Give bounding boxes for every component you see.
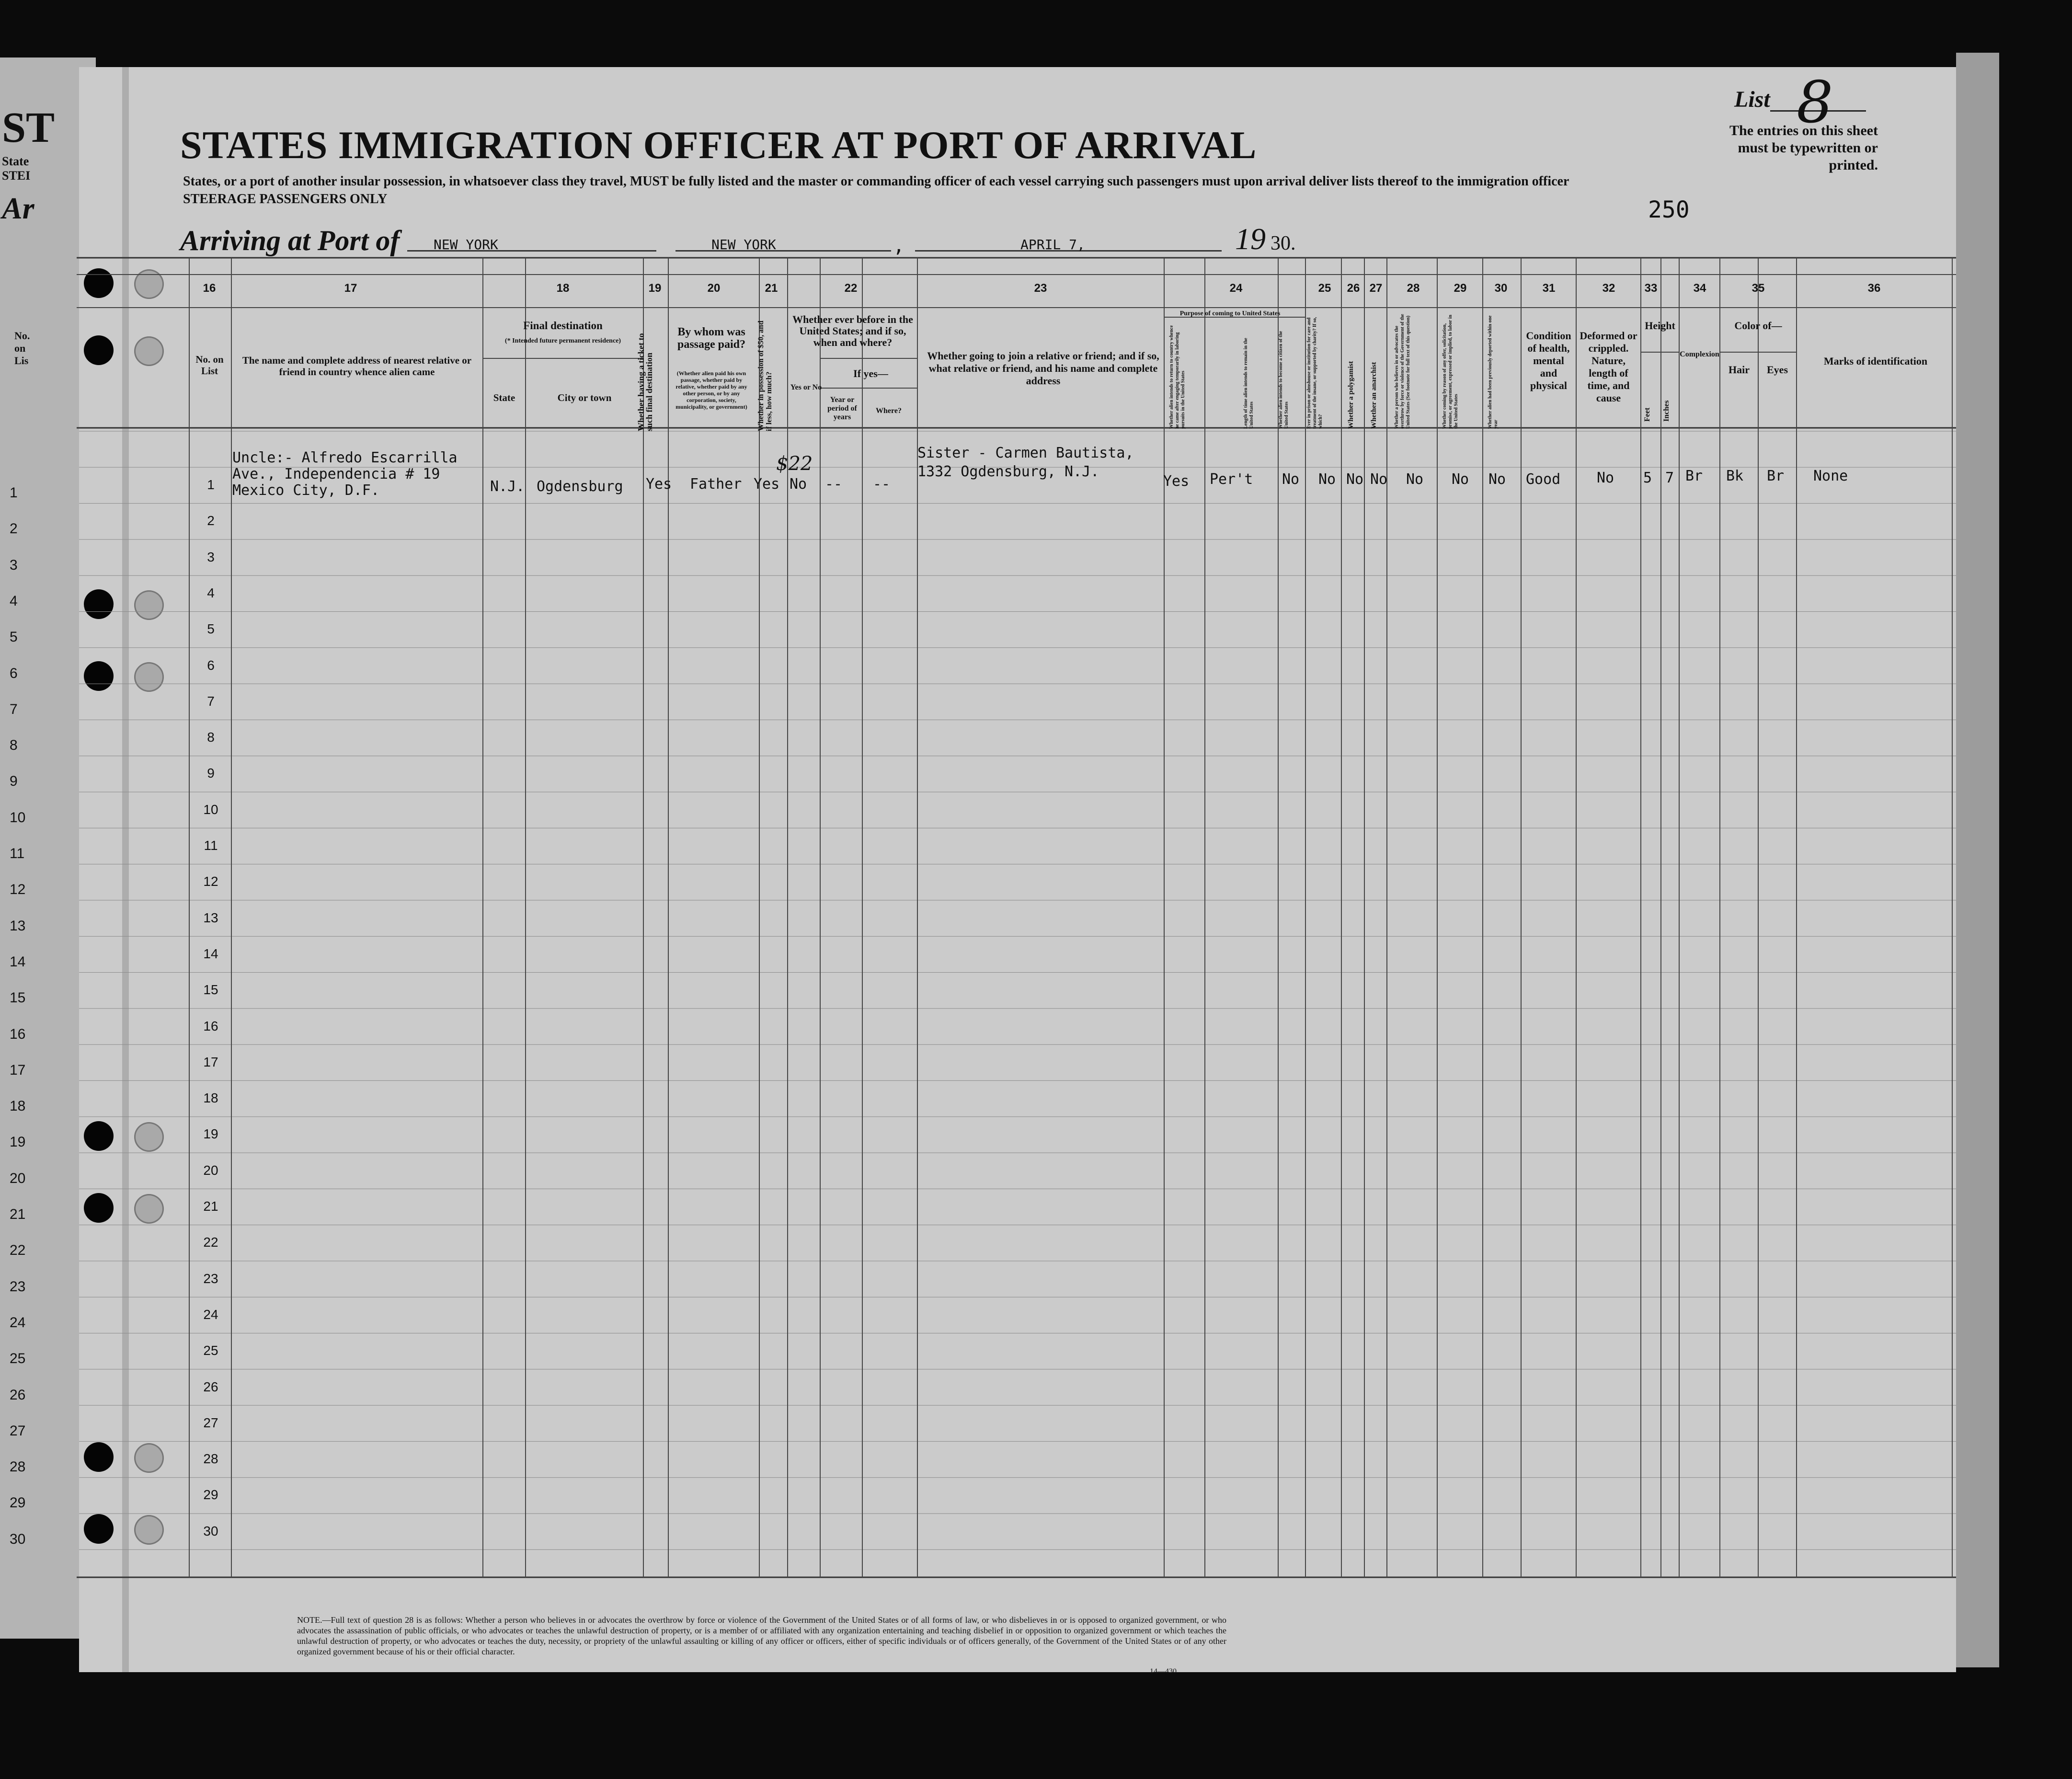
prev-row-number-21: 21 [10, 1206, 26, 1222]
row-number-18: 18 [203, 1090, 218, 1106]
relative-line-2: Ave., Independencia # 19 [232, 466, 440, 482]
state-line [675, 250, 891, 252]
port-value: NEW YORK [434, 237, 498, 253]
punch-hole-shadow [134, 269, 164, 299]
header-ever-before: Whether ever before in the United States; and if so, when and where? [792, 313, 913, 348]
prev-fragment-state: State [2, 154, 29, 168]
prev-fragment-ar: Ar [2, 191, 34, 225]
form-code: 14—430 [1150, 1667, 1177, 1676]
prev-row-number-8: 8 [10, 737, 18, 754]
prev-row-number-30: 30 [10, 1531, 26, 1547]
header-purpose: Purpose of coming to United States [1179, 310, 1281, 317]
prev-row-number-9: 9 [10, 773, 18, 790]
prison-value: No [1318, 471, 1336, 488]
row-number-30: 30 [203, 1523, 218, 1538]
row-number-15: 15 [203, 982, 218, 998]
punch-hole [84, 268, 114, 298]
header-length-of-stay: Length of time alien intends to remain in the United States [1243, 338, 1254, 429]
state-value: NEW YORK [711, 237, 776, 253]
anarchist-value: No [1370, 471, 1388, 488]
header-anarchist: Whether an anarchist [1370, 362, 1378, 429]
column-number-22: 22 [844, 282, 858, 295]
polygamist-value: No [1346, 471, 1364, 488]
header-deformed: Deformed or crippled. Nature, length of time, and cause [1580, 330, 1637, 404]
column-number-31: 31 [1542, 282, 1556, 295]
row-number-26: 26 [203, 1379, 218, 1394]
punch-hole [84, 1514, 114, 1544]
column-number-32: 32 [1602, 282, 1615, 295]
header-eyes: Eyes [1767, 364, 1788, 376]
column-number-26: 26 [1347, 282, 1360, 295]
dest-state: N.J. [490, 478, 525, 495]
before-year: -- [825, 476, 843, 493]
prev-fragment-on: on [14, 342, 26, 354]
row-number-16: 16 [203, 1018, 218, 1033]
row-number-4: 4 [207, 585, 215, 600]
money-amount: $22 [776, 453, 813, 475]
before-where: -- [873, 476, 891, 493]
manifest-page [79, 67, 1956, 1672]
entries-note: The entries on this sheet must be typewritten or printed. [1729, 123, 1878, 173]
passage-paid-value: Father [690, 476, 742, 493]
row-number-7: 7 [207, 693, 215, 709]
prev-row-number-6: 6 [10, 665, 18, 681]
header-complexion: Complexion [1680, 350, 1719, 358]
labor-offer-value: No [1452, 471, 1469, 488]
column-number-17: 17 [344, 282, 357, 295]
prev-row-number-28: 28 [10, 1459, 26, 1475]
row-number-14: 14 [203, 946, 218, 961]
header-where: Where? [876, 407, 902, 415]
column-number-27: 27 [1369, 282, 1383, 295]
eyes-value: Br [1767, 468, 1785, 484]
prev-row-number-20: 20 [10, 1170, 26, 1186]
header-deported: Whether alien had been previously deported within one year [1488, 315, 1499, 429]
prev-fragment-st: ST [2, 104, 55, 151]
row-number-13: 13 [203, 910, 218, 925]
list-number: 8 [1797, 69, 1833, 136]
header-health: Condition of health, mental and physical [1526, 330, 1571, 391]
punch-hole [84, 1442, 114, 1472]
row-number-20: 20 [203, 1162, 218, 1178]
dest-city: Ogdensburg [537, 478, 623, 495]
header-purpose-return: Whether alien intends to return to country whence he came after engaging temporarily in laboring pursuits in the United States [1169, 325, 1186, 429]
health-value: Good [1526, 471, 1561, 488]
punch-hole [84, 661, 114, 691]
joining-line-1: Sister - Carmen Bautista, [917, 445, 1134, 461]
prev-row-number-1: 1 [10, 485, 18, 501]
column-number-21: 21 [765, 282, 778, 295]
punch-hole-shadow [134, 1515, 164, 1545]
header-color-of: Color of— [1734, 320, 1782, 332]
fifty-dollar-value: Yes [754, 476, 780, 493]
column-number-16: 16 [203, 282, 216, 295]
header-labor-offer: Whether coming by reason of any offer, solicitation, promise, or agreement, expressed or implied, to labor in the United States [1442, 314, 1459, 429]
row-number-8: 8 [207, 730, 215, 745]
column-number-35: 35 [1751, 282, 1765, 295]
punch-hole-shadow [134, 662, 164, 692]
row-number-6: 6 [207, 657, 215, 673]
header-prison: Ever in prison or almshouse or institution for care and treatment of the insane, or supported by charity? If so, which? [1306, 317, 1323, 429]
date-value: APRIL 7, [1020, 237, 1085, 253]
inches-value: 7 [1665, 470, 1674, 486]
header-passage-paid-sub: (Whether alien paid his own passage, whether paid by relative, whether paid by any other person, or by any corporation, society, municipality, or government) [675, 370, 747, 410]
deported-value: No [1488, 471, 1506, 488]
punch-hole-shadow [134, 336, 164, 366]
prev-row-number-26: 26 [10, 1387, 26, 1403]
instruction-line: States, or a port of another insular possession, in whatsoever class they travel, MUST be fully listed and the master or commanding officer of each vessel carrying such passengers must upon arrival deliver lists thereof to the immigration officer [183, 174, 1569, 189]
row-number-11: 11 [204, 838, 218, 853]
year-prefix: 19 [1235, 222, 1266, 256]
header-list-number: No. on List [195, 354, 224, 377]
column-number-29: 29 [1454, 282, 1467, 295]
header-if-yes: If yes— [853, 367, 888, 379]
before-in-us: No [790, 476, 807, 493]
header-height: Height [1645, 320, 1675, 332]
header-yes-no: Yes or No [790, 383, 822, 391]
prev-row-number-18: 18 [10, 1098, 26, 1114]
header-relative-address: The name and complete address of nearest relative or friend in country whence alien came [242, 355, 472, 378]
column-number-18: 18 [556, 282, 570, 295]
header-hair: Hair [1729, 364, 1750, 376]
prev-row-number-7: 7 [10, 701, 18, 717]
prev-row-number-11: 11 [10, 846, 25, 861]
list-label: List [1734, 87, 1770, 112]
header-inches: Inches [1662, 400, 1671, 422]
row-number-9: 9 [207, 766, 215, 781]
prev-row-number-25: 25 [10, 1351, 26, 1367]
header-polygamist: Whether a polygamist [1347, 361, 1355, 429]
row-number-29: 29 [203, 1487, 218, 1503]
column-number-36: 36 [1867, 282, 1881, 295]
row-number-5: 5 [207, 621, 215, 637]
row-number-1: 1 [207, 477, 215, 492]
overthrow-value: No [1406, 471, 1424, 488]
prev-fragment-no: No. [14, 330, 30, 342]
header-marks: Marks of identification [1823, 355, 1928, 367]
prev-row-number-15: 15 [10, 990, 26, 1006]
prev-row-number-19: 19 [10, 1134, 26, 1150]
prev-row-number-24: 24 [10, 1314, 26, 1331]
prev-row-number-3: 3 [10, 557, 18, 573]
header-state: State [493, 392, 515, 403]
prev-fragment-lis: Lis [14, 355, 29, 367]
ticket-value: Yes [646, 476, 672, 493]
header-joining: Whether going to join a relative or friend; and if so, what relative or friend, and his name and complete address [927, 350, 1159, 387]
prev-row-number-16: 16 [10, 1026, 26, 1042]
relative-line-3: Mexico City, D.F. [232, 482, 380, 499]
punch-hole [84, 589, 114, 619]
row-number-24: 24 [203, 1307, 218, 1322]
row-number-21: 21 [203, 1199, 218, 1214]
feet-value: 5 [1643, 470, 1652, 486]
prev-row-number-12: 12 [10, 882, 26, 898]
row-number-19: 19 [203, 1126, 218, 1142]
arriving-label: Arriving at Port of [180, 225, 400, 256]
footnote: NOTE.—Full text of question 28 is as follows: Whether a person who believes in or advocates the overthrow by force or violence of the Government of the United States or of all forms of law, or who disbelieves in or is opposed to organized government, or who advocates the assassination of public officials, or who advocates or teaches the unlawful destruction of property, or is a member of or affiliated with any organization entertaining and teaching disbelief in or opposition to organized government or which teaches the unlawful destruction of property, or who advocates or teaches the duty, necessity, or propriety of the unlawful assaulting or killing of any officer or officers, either of specific individuals or of officers generally, of the Government of the United States or of any other organized government because of his or their official character. [297, 1615, 1226, 1656]
column-number-24: 24 [1229, 282, 1243, 295]
year-suffix: 30. [1271, 232, 1296, 254]
deformed-value: No [1597, 470, 1614, 486]
row-number-3: 3 [207, 549, 215, 564]
hair-value: Bk [1726, 468, 1744, 484]
column-number-33: 33 [1644, 282, 1658, 295]
row-number-10: 10 [203, 802, 218, 817]
prev-row-number-5: 5 [10, 629, 18, 645]
punch-hole [84, 1121, 114, 1151]
return-intent: Yes [1163, 473, 1190, 490]
punch-hole [84, 335, 114, 365]
marks-value: None [1813, 468, 1848, 484]
complexion-value: Br [1685, 468, 1703, 484]
prev-row-number-23: 23 [10, 1278, 26, 1295]
header-city: City or town [557, 392, 612, 403]
column-number-20: 20 [707, 282, 721, 295]
page-title: STATES IMMIGRATION OFFICER AT PORT OF ARRIVAL [180, 123, 1257, 167]
header-ticket: Whether having a ticket to such final destination [636, 333, 654, 431]
prev-fragment-stee: STEI [2, 169, 31, 183]
prev-row-number-29: 29 [10, 1495, 26, 1511]
steerage-notice: STEERAGE PASSENGERS ONLY [183, 192, 388, 207]
header-passage-paid: By whom was passage paid? [677, 326, 746, 351]
prev-row-number-13: 13 [10, 918, 26, 934]
row-number-22: 22 [203, 1235, 218, 1250]
header-feet: Feet [1643, 407, 1651, 422]
row-number-28: 28 [203, 1451, 218, 1467]
header-fifty-dollars: Whether in possession of $50, and if less, how much? [757, 321, 773, 431]
prev-row-number-10: 10 [10, 809, 26, 826]
header-citizen-intent: Whether alien intends to become a citizen of the United States [1278, 331, 1289, 429]
prev-row-number-2: 2 [10, 521, 18, 537]
length-of-stay: Per't [1210, 471, 1253, 488]
page-right-edge [1956, 53, 1999, 1667]
punch-hole-shadow [134, 590, 164, 620]
column-number-25: 25 [1318, 282, 1331, 295]
comma: , [893, 235, 905, 257]
row-number-23: 23 [203, 1271, 218, 1286]
punch-hole [84, 1193, 114, 1223]
prev-row-number-4: 4 [10, 593, 18, 609]
column-number-30: 30 [1494, 282, 1508, 295]
row-number-12: 12 [203, 874, 218, 889]
stamp-number: 250 [1648, 196, 1690, 223]
header-final-destination-sub: (* Intended future permanent residence) [504, 337, 621, 344]
joining-line-2: 1332 Ogdensburg, N.J. [917, 463, 1099, 480]
row-number-25: 25 [203, 1343, 218, 1358]
punch-hole-shadow [134, 1443, 164, 1473]
prev-row-number-14: 14 [10, 953, 26, 970]
punch-hole-shadow [134, 1194, 164, 1224]
prev-row-number-22: 22 [10, 1242, 26, 1259]
column-number-19: 19 [648, 282, 662, 295]
column-number-23: 23 [1034, 282, 1047, 295]
citizen-intent: No [1282, 471, 1300, 488]
row-number-17: 17 [203, 1054, 218, 1069]
row-number-2: 2 [207, 513, 215, 528]
row-number-27: 27 [203, 1415, 218, 1430]
header-overthrow: Whether a person who believes in or advocates the overthrow by force or violence of the Government of the United States (See footnote for full text of this question) [1394, 314, 1411, 429]
header-final-destination: Final destination [523, 320, 603, 332]
column-number-34: 34 [1693, 282, 1706, 295]
page-fold-shadow [122, 67, 129, 1672]
punch-hole-shadow [134, 1122, 164, 1152]
prev-row-number-17: 17 [10, 1062, 26, 1078]
column-number-28: 28 [1407, 282, 1420, 295]
relative-line-1: Uncle:- Alfredo Escarrilla [232, 449, 458, 466]
prev-row-number-27: 27 [10, 1423, 26, 1439]
header-year-period: Year or period of years [827, 396, 857, 421]
